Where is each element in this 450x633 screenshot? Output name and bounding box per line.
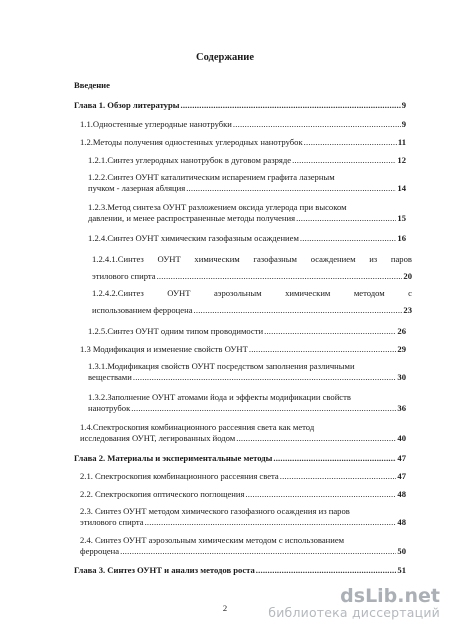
toc-entry-1-2[interactable] bbox=[80, 137, 406, 148]
toc-entry-label: давлении, и менее распространенные методы получения bbox=[88, 213, 296, 223]
watermark bbox=[268, 586, 440, 620]
toc-entry-label-line1: 1.2.2.Синтез ОУНТ каталитическим испарением графита лазерным bbox=[88, 172, 335, 182]
toc-entry-1-2-1[interactable] bbox=[88, 155, 406, 166]
toc-entry-label-line1: 1.2.4.1.Синтез ОУНТ химическим газофазным осаждением из паров bbox=[92, 254, 412, 264]
toc-entry-label: 1.2.5.Синтез ОУНТ одним типом проводимости bbox=[88, 326, 264, 336]
toc-entry-page: 51 bbox=[397, 565, 406, 575]
toc-entry-page: 29 bbox=[397, 344, 406, 354]
dot-leader bbox=[256, 565, 397, 576]
toc-entry-1-2-4-1[interactable] bbox=[92, 251, 412, 285]
toc-entry-label-line1: 1.2.3.Метод синтеза ОУНТ разложением оксида углерода при высоком bbox=[88, 202, 347, 212]
toc-entry-chapter-2[interactable] bbox=[74, 453, 406, 464]
toc-entry-chapter-1[interactable] bbox=[74, 100, 406, 111]
dot-leader bbox=[245, 489, 396, 500]
toc-entry-page: 40 bbox=[397, 433, 406, 443]
toc-entry-page: 11 bbox=[397, 137, 406, 147]
dot-leader bbox=[180, 100, 400, 111]
dot-leader bbox=[264, 326, 396, 337]
toc-entry-2-3[interactable] bbox=[80, 506, 406, 528]
toc-entry-label-line1: 2.3. Синтез ОУНТ методом химического газофазного осаждения из паров bbox=[80, 506, 350, 516]
dot-leader bbox=[300, 233, 397, 244]
toc-entry-page: 48 bbox=[397, 517, 406, 527]
toc-entry-2-2[interactable] bbox=[80, 489, 406, 500]
toc-entry-page: 23 bbox=[403, 305, 412, 315]
toc-entry-label: Глава 2. Материалы и экспериментальные методы bbox=[74, 453, 273, 463]
dot-leader bbox=[157, 268, 403, 285]
toc-entry-1-2-4[interactable] bbox=[88, 233, 406, 244]
dot-leader bbox=[273, 453, 396, 464]
toc-entry-page: 50 bbox=[397, 546, 406, 556]
toc-entry-label: использованием ферроцена bbox=[92, 305, 193, 315]
page-number: 2 bbox=[222, 603, 228, 613]
toc-entry-page: 14 bbox=[397, 183, 406, 193]
toc-entry-page: 16 bbox=[397, 233, 406, 243]
toc-entry-label: исследования ОУНТ, легированных йодом bbox=[80, 433, 236, 443]
toc-entry-page: 9 bbox=[401, 119, 406, 129]
toc-entry-1-2-4-2[interactable] bbox=[92, 285, 412, 319]
toc-entry-page: 15 bbox=[397, 213, 406, 223]
toc-entry-label: нанотрубок bbox=[88, 403, 131, 413]
toc-entry-label: пучком - лазерная абляция bbox=[88, 183, 186, 193]
dot-leader bbox=[120, 546, 396, 557]
toc-entry-label: Глава 3. Синтез ОУНТ и анализ методов роста bbox=[74, 565, 255, 575]
toc-entry-page: 36 bbox=[397, 403, 406, 413]
toc-entry-page: 26 bbox=[397, 326, 406, 336]
toc-entry-label: 2.2. Спектроскопия оптического поглощения bbox=[80, 489, 245, 499]
toc-entry-1-4[interactable] bbox=[80, 422, 406, 444]
dot-leader bbox=[280, 471, 397, 482]
toc-entry-label-line1: 1.2.4.2.Синтез ОУНТ аэрозольным химическим методом с bbox=[92, 288, 412, 298]
toc-entry-chapter-3[interactable] bbox=[74, 565, 406, 576]
toc-entry-page: 47 bbox=[397, 453, 406, 463]
toc-entry-label-line1: 1.4.Спектроскопия комбинационного рассеяния света как метод bbox=[80, 422, 315, 432]
toc-entry-page: 47 bbox=[397, 471, 406, 481]
toc-entry-label: 1.2.Методы получения одностенных углеродных нанотрубок bbox=[80, 137, 303, 147]
toc-entry-2-1[interactable] bbox=[80, 471, 406, 482]
toc-title: Содержание bbox=[196, 52, 254, 63]
toc-entry-label: ферроцена bbox=[80, 546, 120, 556]
toc-intro: Введение bbox=[74, 80, 110, 90]
toc-entry-1-3-1[interactable] bbox=[88, 361, 406, 383]
dot-leader bbox=[133, 372, 397, 383]
toc-entry-label: 1.3 Модификация и изменение свойств ОУНТ bbox=[80, 344, 248, 354]
toc-entry-page: 20 bbox=[403, 271, 412, 281]
toc-entry-1-3[interactable] bbox=[80, 344, 406, 355]
toc-entry-page: 30 bbox=[397, 372, 406, 382]
watermark-subtitle: библиотека диссертаций bbox=[268, 605, 440, 620]
toc-entry-label: веществами bbox=[88, 372, 132, 382]
dot-leader bbox=[296, 213, 396, 224]
toc-entry-label: этилового спирта bbox=[80, 517, 144, 527]
toc-entry-page: 9 bbox=[401, 100, 406, 110]
dot-leader bbox=[145, 517, 397, 528]
dot-leader bbox=[249, 344, 397, 355]
dot-leader bbox=[194, 302, 403, 319]
dot-leader bbox=[304, 137, 397, 148]
dot-leader bbox=[131, 403, 396, 414]
toc-entry-label: 1.1.Одностенные углеродные нанотрубки bbox=[80, 119, 232, 129]
dot-leader bbox=[292, 155, 396, 166]
toc-entry-label: 1.2.1.Синтез углеродных нанотрубок в дуговом разряде bbox=[88, 155, 292, 165]
toc-entry-1-2-5[interactable] bbox=[88, 326, 406, 337]
toc-entry-page: 12 bbox=[397, 155, 406, 165]
toc-entry-label-line1: 1.3.1.Модификация свойств ОУНТ посредством заполнения различными bbox=[88, 361, 355, 371]
toc-entry-1-1[interactable] bbox=[80, 119, 406, 130]
toc-entry-label: этилового спирта bbox=[92, 271, 156, 281]
toc-entry-label: 1.2.4.Синтез ОУНТ химическим газофазным осаждением bbox=[88, 233, 299, 243]
toc-entry-label-line1: 1.3.2.Заполнение ОУНТ атомами йода и эффекты модификации свойств bbox=[88, 392, 351, 402]
toc-entry-1-2-2[interactable] bbox=[88, 172, 406, 194]
watermark-logo: dsLib.net bbox=[340, 585, 440, 607]
toc-entry-1-2-3[interactable] bbox=[88, 202, 406, 224]
dot-leader bbox=[236, 433, 396, 444]
toc-entry-page: 48 bbox=[397, 489, 406, 499]
toc-entry-label-line1: 2.4. Синтез ОУНТ аэрозольным химическим методом с использованием bbox=[80, 535, 345, 545]
toc-entry-1-3-2[interactable] bbox=[88, 392, 406, 414]
toc-entry-2-4[interactable] bbox=[80, 535, 406, 557]
dot-leader bbox=[233, 119, 401, 130]
dot-leader bbox=[186, 183, 396, 194]
toc-entry-label: Глава 1. Обзор литературы bbox=[74, 100, 180, 110]
toc-entry-label: 2.1. Спектроскопия комбинационного рассеяния света bbox=[80, 471, 279, 481]
